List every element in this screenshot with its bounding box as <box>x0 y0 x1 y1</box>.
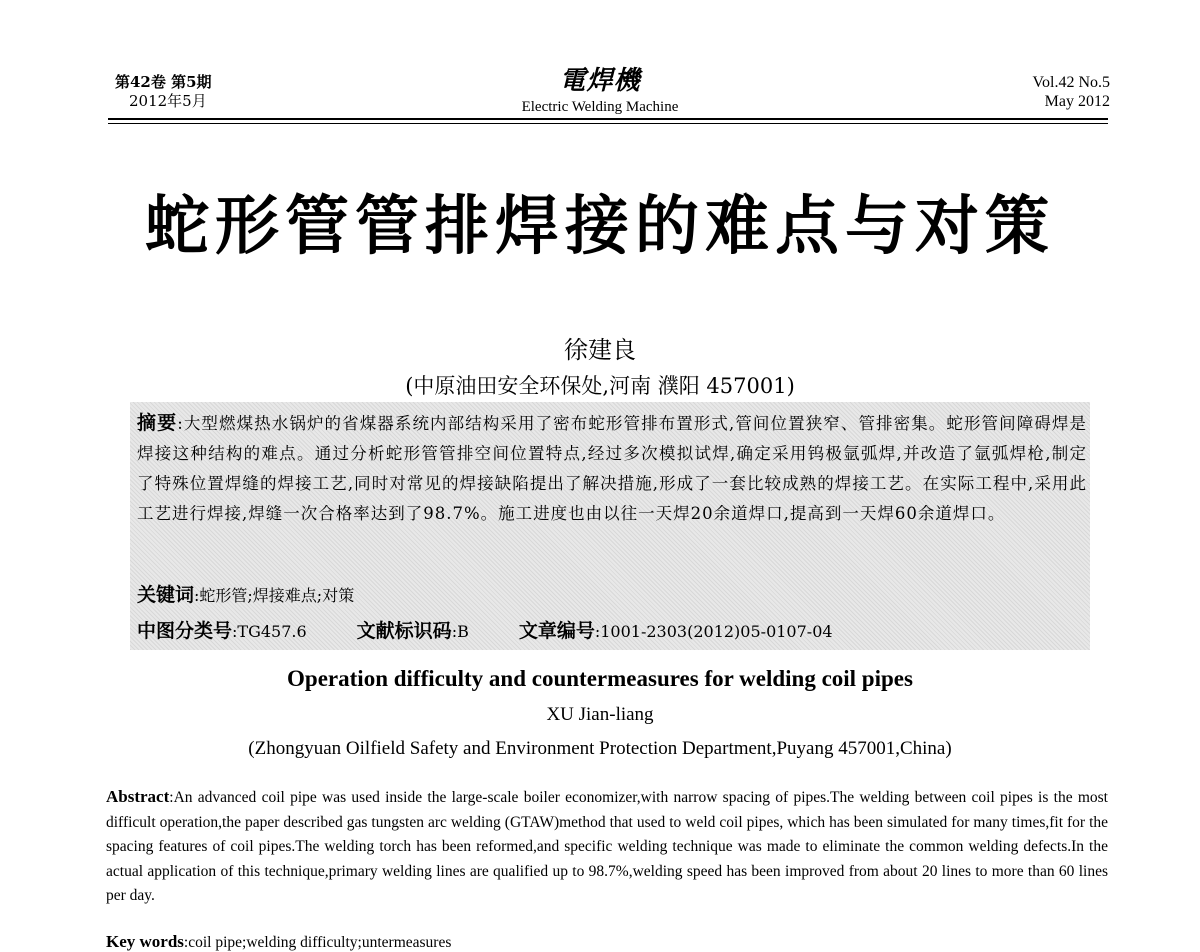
affiliation-en: (Zhongyuan Oilfield Safety and Environment Protection Department,Puyang 457001,China) <box>248 738 952 759</box>
clc-label: 中图分类号 <box>137 620 233 642</box>
keywords-en <box>106 932 451 952</box>
date-en: May 2012 <box>1044 93 1110 110</box>
abstract-label-cn: 摘要 <box>137 412 178 434</box>
article-title-en: Operation difficulty and countermeasures for welding coil pipes <box>287 666 913 691</box>
author-en: XU Jian-liang <box>546 704 654 725</box>
article-no-value: :1001-2303(2012)05-0107-04 <box>594 622 833 641</box>
header-rule-thin <box>108 123 1108 124</box>
abstract-text-en: :An advanced coil pipe was used inside the large-scale boiler economizer,with narrow spacing of pipes.The welding between coil pipes is the most difficult operation,the paper described gas tungsten arc welding (GTAW)method that used to weld coil pipes, which has been simulated for many times,fit for the spacing features of coil pipes.The welding torch has been reformed,and specific welding technique was made to eliminate the common welding defects.In the actual application of this technique,primary welding lines are qualified up to 98.7%,welding speed has been improved from about 20 lines to more than 60 lines per day. <box>106 789 1108 904</box>
journal-name-en: Electric Welding Machine <box>521 99 679 115</box>
keywords-label-cn: 关键词 <box>137 584 195 606</box>
keywords-text-en: :coil pipe;welding difficulty;untermeasures <box>183 934 452 951</box>
abstract-cn <box>137 408 1087 529</box>
keywords-text-cn: :蛇形管;焊接难点;对策 <box>194 586 355 605</box>
clc-value: :TG457.6 <box>232 622 307 641</box>
date-cn: 2012年5月 <box>129 92 207 110</box>
classification-line <box>137 616 833 643</box>
article-no-label: 文章编号 <box>518 620 595 642</box>
abstract-en <box>106 785 1108 909</box>
journal-logo-cn: 電焊機 <box>559 66 641 96</box>
journal-masthead <box>0 60 1200 116</box>
keywords-cn <box>137 580 354 607</box>
journal-issue-en <box>1033 73 1111 111</box>
doc-code-label: 文献标识码 <box>356 620 452 642</box>
keywords-label-en: Key words <box>106 932 184 951</box>
volume-en: Vol.42 No.5 <box>1032 74 1110 91</box>
affiliation-cn: (中原油田安全环保处,河南 濮阳 457001) <box>405 374 795 398</box>
abstract-label-en: Abstract <box>106 787 170 806</box>
volume-cn: 第42卷 第5期 <box>115 73 212 91</box>
doc-code-value: :B <box>451 622 469 641</box>
author-cn: 徐建良 <box>564 336 636 364</box>
article-title-cn: 蛇形管管排焊接的难点与对策 <box>145 190 1055 264</box>
abstract-text-cn: :大型燃煤热水锅炉的省煤器系统内部结构采用了密布蛇形管排布置形式,管间位置狭窄、管排密集。蛇形管间障碍焊是焊接这种结构的难点。通过分析蛇形管管排空间位置特点,经过多次模拟试焊,确定采用钨极氩弧焊,并改造了氩弧焊枪,制定了特殊位置焊缝的焊接工艺,同时对常见的焊接缺陷提出了解决措施,形成了一套比较成熟的焊接工艺。在实际工程中,采用此工艺进行焊接,焊缝一次合格率达到了98.7%。施工进度也由以往一天焊20余道焊口,提高到一天焊60余道焊口。 <box>137 414 1087 523</box>
header-rule-thick <box>108 118 1108 120</box>
